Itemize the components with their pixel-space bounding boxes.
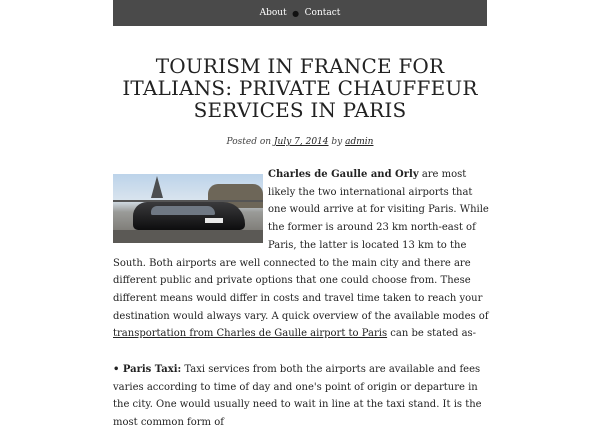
paris-taxi-paragraph — [113, 361, 491, 432]
paris-taxi-heading: • Paris Taxi: — [113, 364, 182, 376]
intro-text: are most likely the two international airports that one would arrive at for visiting Paris. While the former is around 23 km north-east of Paris, the latter is located 13 km to the South. Both airports are well connected to the main city and there are different public and private options that one could choose from. These different means would differ in costs and travel time taken to reach your destination would always vary. A quick overview of the available modes of — [113, 169, 489, 322]
image-wrap-space — [113, 166, 268, 246]
intro-text-end: can be stated as- — [387, 328, 477, 340]
top-navigation — [113, 0, 487, 26]
nav-link-about[interactable]: About — [259, 8, 287, 18]
airports-bold-lead: Charles de Gaulle and Orly — [268, 169, 419, 180]
by-label: by — [331, 137, 343, 147]
author-link[interactable]: admin — [345, 137, 374, 147]
post-meta — [113, 137, 487, 147]
post-title: TOURISM IN FRANCE FOR ITALIANS: PRIVATE CHAUFFEUR SERVICES IN PARIS — [122, 54, 478, 122]
paris-taxi-text: Taxi services from both the airports are available and fees varies according to time of day and one's point of origin or departure in the city. One would usually need to wait in line at the taxi stand. It is the most common form of — [113, 364, 482, 429]
post-date-link[interactable]: July 7, 2014 — [273, 137, 329, 147]
nav-separator-icon: ● — [292, 8, 300, 18]
posted-on-label: Posted on — [226, 137, 272, 147]
nav-link-contact[interactable]: Contact — [304, 8, 341, 18]
post-content — [113, 166, 491, 432]
transportation-link[interactable]: transportation from Charles de Gaulle airport to Paris — [113, 328, 388, 340]
